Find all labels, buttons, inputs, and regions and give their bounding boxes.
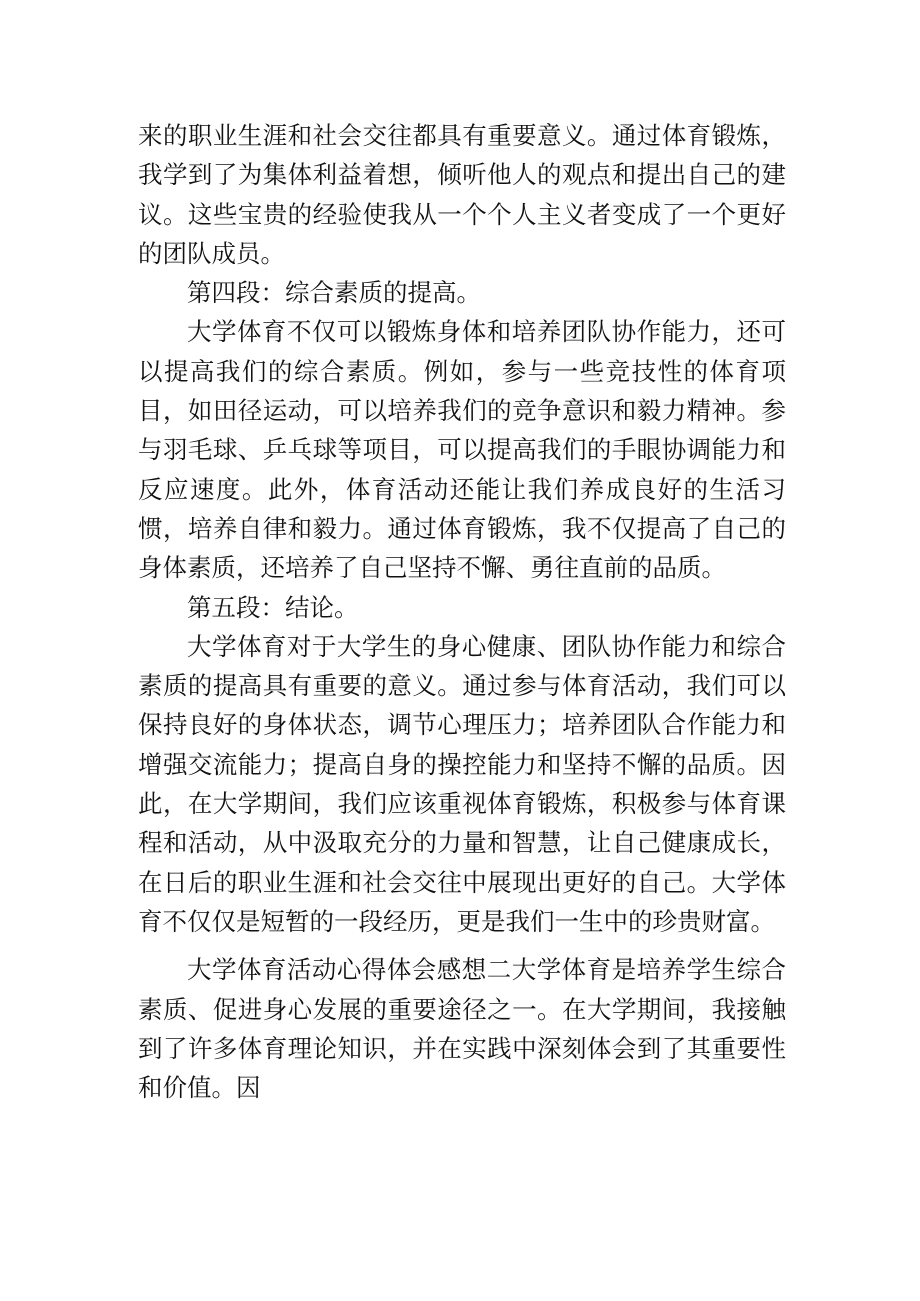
paragraph-section-4: 大学体育不仅可以锻炼身体和培养团队协作能力，还可以提高我们的综合素质。例如，参与一些竞技性的体育项目，如田径运动，可以培养我们的竞争意识和毅力精神。参与羽毛球、乒乓球等项目，可以提高我们的手眼协调能力和反应速度。此外，体育活动还能让我们养成良好的生活习惯，培养自律和毅力。通过体育锻炼，我不仅提高了自己的身体素质，还培养了自己坚持不懈、勇往直前的品质。: [138, 317, 786, 583]
document-body: [138, 116, 786, 1107]
section-heading-5: 第五段：结论。: [187, 592, 359, 622]
paragraph-essay-two: 大学体育活动心得体会感想二大学体育是培养学生综合素质、促进身心发展的重要途径之一。在大学期间，我接触到了许多体育理论知识，并在实践中深刻体会到了其重要性和价值。因: [138, 955, 786, 1103]
paragraph-continuation: 来的职业生涯和社会交往都具有重要意义。通过体育锻炼，我学到了为集体利益着想，倾听他人的观点和提出自己的建议。这些宝贵的经验使我从一个个人主义者变成了一个更好的团队成员。: [138, 121, 786, 268]
paragraph-conclusion: 大学体育对于大学生的身心健康、团队协作能力和综合素质的提高具有重要的意义。通过参与体育活动，我们可以保持良好的身体状态，调节心理压力；培养团队合作能力和增强交流能力；提高自身的操控能力和坚持不懈的品质。因此，在大学期间，我们应该重视体育锻炼，积极参与体育课程和活动，从中汲取充分的力量和智慧，让自己健康成长，在日后的职业生涯和社会交往中展现出更好的自己。大学体育不仅仅是短暂的一段经历，更是我们一生中的珍贵财富。: [138, 631, 786, 936]
section-heading-4: 第四段：综合素质的提高。: [187, 278, 481, 308]
